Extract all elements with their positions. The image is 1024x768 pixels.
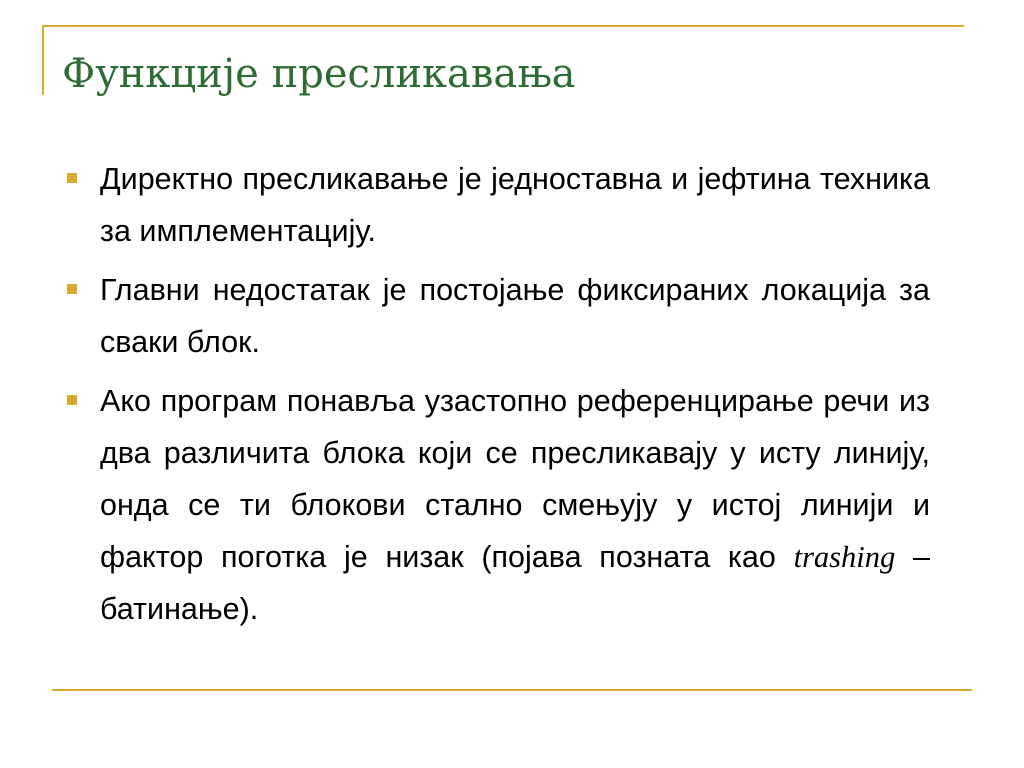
bullet-text-after-term: – батинање).: [100, 540, 930, 626]
square-bullet-icon: [67, 173, 77, 183]
bullet-item-2: [60, 264, 930, 368]
bottom-divider: [52, 689, 972, 691]
bullet-item-3: [60, 375, 930, 635]
bullet-text: Главни недостатак је постојање фиксираних локација за сваки блок.: [100, 273, 930, 359]
slide-title: Функције пресликавања: [62, 51, 576, 97]
title-side-divider: [42, 25, 44, 95]
bullet-text: Директно пресликавање је једноставна и јефтина техника за имплементацију.: [100, 162, 930, 248]
bullet-item-1: [60, 153, 930, 257]
bullet-text: [100, 375, 930, 635]
square-bullet-icon: [67, 395, 77, 405]
bullet-list: [60, 153, 930, 642]
square-bullet-icon: [67, 284, 77, 294]
english-term: trashing: [793, 540, 896, 574]
bullet-text-before-term: Ако програм понавља узастопно референцирање речи из два различита блока који се пресликавају у исту линију, онда се ти блокови стално смењују у истој линији и фактор поготка је низак (појава позната као: [100, 384, 930, 574]
top-divider: [42, 25, 964, 27]
